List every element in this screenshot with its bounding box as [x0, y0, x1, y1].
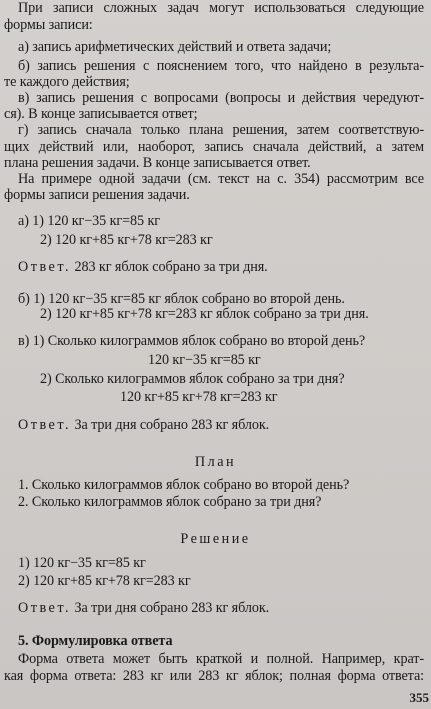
equation-line: 120 кг+85 кг+78 кг=283 кг	[120, 389, 278, 405]
answer-label: Ответ.	[18, 417, 72, 433]
answer-text: 283 кг яблок собрано за три дня.	[74, 259, 268, 275]
page-number: 355	[409, 690, 429, 705]
text-line: те каждого действия;	[4, 74, 130, 90]
text-line: кая форма ответа: 283 кг или 283 кг яблок; полная форма ответа:	[4, 668, 424, 684]
equation-line: б) 1) 120 кг−35 кг=85 кг яблок собрано во второй день.	[18, 291, 345, 307]
question-line: в) 1) Сколько килограммов яблок собрано во второй день?	[18, 333, 366, 349]
text-line: г) запись сначала только плана решения, затем соответствую-	[18, 122, 424, 138]
section-heading: 5. Формулировка ответа	[18, 633, 173, 649]
text-line: Форма ответа может быть краткой и полной. Например, крат-	[18, 651, 424, 667]
answer-line	[18, 600, 269, 616]
plan-item: 2. Сколько килограммов яблок собрано за три дня?	[18, 494, 322, 510]
answer-line	[18, 259, 268, 275]
text-line: щих действий или, наоборот, запись сначала действий, а затем	[4, 139, 424, 155]
text-line: ся). В конце записывается ответ;	[4, 106, 198, 122]
plan-item: 1. Сколько килограммов яблок собрано во второй день?	[18, 477, 350, 493]
equation-line: 1) 120 кг−35 кг=85 кг	[18, 555, 146, 571]
equation-line: 2) 120 кг+85 кг+78 кг=283 кг	[18, 573, 191, 589]
text-line: На примере одной задачи (см. текст на с. 354) рассмотрим все	[18, 171, 424, 187]
answer-label: Ответ.	[18, 259, 72, 275]
answer-line	[18, 417, 269, 433]
text-line: плана решения задачи. В конце записывается ответ.	[4, 155, 311, 171]
text-line: в) запись решения с вопросами (вопросы и действия чередуют-	[18, 90, 424, 106]
text-line: формы записи:	[4, 17, 93, 33]
equation-line: 120 кг−35 кг=85 кг	[148, 352, 261, 368]
equation-line: 2) 120 кг+85 кг+78 кг=283 кг яблок собрано за три дня.	[40, 306, 369, 322]
text-line: б) запись решения с пояснением того, что найдено в результа-	[18, 58, 424, 74]
text-line: формы записи решения задачи.	[4, 187, 190, 203]
answer-label: Ответ.	[18, 600, 72, 616]
question-line: 2) Сколько килограммов яблок собрано за три дня?	[40, 371, 345, 387]
solution-heading: Решение	[180, 531, 251, 547]
equation-line: 2) 120 кг+85 кг+78 кг=283 кг	[40, 232, 213, 248]
text-line: а) запись арифметических действий и ответа задачи;	[18, 39, 332, 55]
answer-text: За три дня собрано 283 кг яблок.	[74, 417, 270, 433]
answer-text: За три дня собрано 283 кг яблок.	[74, 600, 270, 616]
equation-line: а) 1) 120 кг−35 кг=85 кг	[18, 213, 160, 229]
text-line: При записи сложных задач могут использоваться следующие	[18, 0, 424, 16]
plan-heading: План	[194, 454, 237, 470]
